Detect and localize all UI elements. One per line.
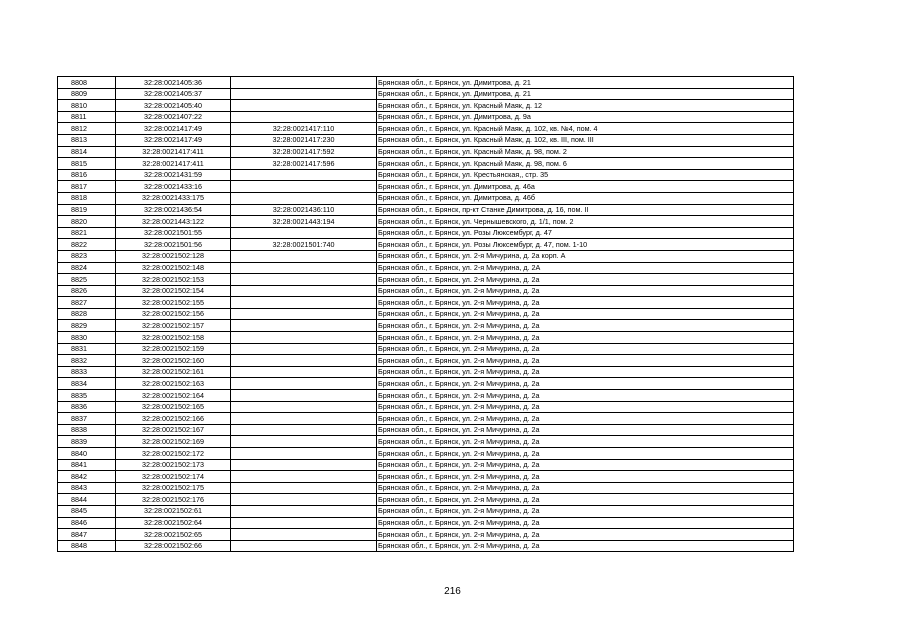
row-number-cell: 8808	[58, 77, 116, 89]
related-cadastral-number-cell	[231, 111, 377, 123]
related-cadastral-number-cell	[231, 169, 377, 181]
address-cell: Брянская обл., г. Брянск, ул. 2-я Мичурина, д. 2а	[377, 320, 794, 332]
table-row	[58, 134, 794, 146]
related-cadastral-number-cell	[231, 448, 377, 460]
address-cell: Брянская обл., г. Брянск, ул. Красный Маяк, д. 98, пом. 2	[377, 146, 794, 158]
address-cell: Брянская обл., г. Брянск, ул. 2-я Мичурина, д. 2а	[377, 448, 794, 460]
related-cadastral-number-cell	[231, 308, 377, 320]
table-row	[58, 320, 794, 332]
related-cadastral-number-cell: 32:28:0021417:592	[231, 146, 377, 158]
cadastral-number-cell: 32:28:0021502:128	[116, 250, 231, 262]
cadastral-number-cell: 32:28:0021502:172	[116, 448, 231, 460]
address-cell: Брянская обл., г. Брянск, ул. 2-я Мичурина, д. 2а	[377, 332, 794, 344]
table-row	[58, 227, 794, 239]
row-number-cell: 8825	[58, 274, 116, 286]
related-cadastral-number-cell	[231, 343, 377, 355]
related-cadastral-number-cell	[231, 540, 377, 552]
address-cell: Брянская обл., г. Брянск, ул. 2-я Мичурина, д. 2а	[377, 459, 794, 471]
address-cell: Брянская обл., г. Брянск, ул. 2-я Мичурина, д. 2а	[377, 505, 794, 517]
address-cell: Брянская обл., г. Брянск, ул. Димитрова, д. 21	[377, 77, 794, 89]
row-number-cell: 8848	[58, 540, 116, 552]
related-cadastral-number-cell	[231, 181, 377, 193]
table-row	[58, 250, 794, 262]
row-number-cell: 8833	[58, 366, 116, 378]
related-cadastral-number-cell	[231, 320, 377, 332]
cadastral-number-cell: 32:28:0021502:156	[116, 308, 231, 320]
table-row	[58, 77, 794, 89]
related-cadastral-number-cell	[231, 332, 377, 344]
cadastral-number-cell: 32:28:0021502:148	[116, 262, 231, 274]
cadastral-number-cell: 32:28:0021502:159	[116, 343, 231, 355]
related-cadastral-number-cell: 32:28:0021501:740	[231, 239, 377, 251]
row-number-cell: 8810	[58, 100, 116, 112]
address-cell: Брянская обл., г. Брянск, ул. 2-я Мичурина, д. 2а	[377, 482, 794, 494]
row-number-cell: 8827	[58, 297, 116, 309]
row-number-cell: 8815	[58, 158, 116, 170]
row-number-cell: 8824	[58, 262, 116, 274]
address-cell: Брянская обл., г. Брянск, ул. 2-я Мичурина, д. 2а	[377, 540, 794, 552]
related-cadastral-number-cell	[231, 482, 377, 494]
table-row	[58, 459, 794, 471]
table-row	[58, 529, 794, 541]
address-cell: Брянская обл., г. Брянск, ул. Розы Люксембург, д. 47	[377, 227, 794, 239]
row-number-cell: 8842	[58, 471, 116, 483]
cadastral-number-cell: 32:28:0021502:167	[116, 424, 231, 436]
related-cadastral-number-cell	[231, 274, 377, 286]
address-cell: Брянская обл., г. Брянск, ул. 2-я Мичурина, д. 2а	[377, 366, 794, 378]
cadastral-number-cell: 32:28:0021417:49	[116, 123, 231, 135]
related-cadastral-number-cell: 32:28:0021417:596	[231, 158, 377, 170]
table-row	[58, 448, 794, 460]
row-number-cell: 8817	[58, 181, 116, 193]
cadastral-number-cell: 32:28:0021502:61	[116, 505, 231, 517]
table-row	[58, 343, 794, 355]
related-cadastral-number-cell	[231, 378, 377, 390]
address-cell: Брянская обл., г. Брянск, пр-кт Станке Димитрова, д. 16, пом. II	[377, 204, 794, 216]
table-row	[58, 297, 794, 309]
cadastral-number-cell: 32:28:0021443:122	[116, 216, 231, 228]
related-cadastral-number-cell	[231, 505, 377, 517]
related-cadastral-number-cell	[231, 285, 377, 297]
cadastral-number-cell: 32:28:0021502:176	[116, 494, 231, 506]
cadastral-number-cell: 32:28:0021502:64	[116, 517, 231, 529]
page-number: 216	[444, 586, 461, 597]
address-cell: Брянская обл., г. Брянск, ул. 2-я Мичурина, д. 2а	[377, 436, 794, 448]
row-number-cell: 8837	[58, 413, 116, 425]
row-number-cell: 8828	[58, 308, 116, 320]
table-row	[58, 378, 794, 390]
cadastral-number-cell: 32:28:0021502:157	[116, 320, 231, 332]
cadastral-number-cell: 32:28:0021407:22	[116, 111, 231, 123]
cadastral-number-cell: 32:28:0021417:411	[116, 146, 231, 158]
row-number-cell: 8809	[58, 88, 116, 100]
row-number-cell: 8847	[58, 529, 116, 541]
address-cell: Брянская обл., г. Брянск, ул. Розы Люксембург, д. 47, пом. 1-10	[377, 239, 794, 251]
related-cadastral-number-cell	[231, 250, 377, 262]
table-row	[58, 424, 794, 436]
table-row	[58, 494, 794, 506]
address-cell: Брянская обл., г. Брянск, ул. 2-я Мичурина, д. 2а	[377, 378, 794, 390]
table-row	[58, 111, 794, 123]
cadastral-number-cell: 32:28:0021502:174	[116, 471, 231, 483]
cadastral-number-cell: 32:28:0021405:37	[116, 88, 231, 100]
address-cell: Брянская обл., г. Брянск, ул. Крестьянская,, стр. 35	[377, 169, 794, 181]
row-number-cell: 8829	[58, 320, 116, 332]
table-row	[58, 285, 794, 297]
table-row	[58, 262, 794, 274]
row-number-cell: 8823	[58, 250, 116, 262]
address-cell: Брянская обл., г. Брянск, ул. 2-я Мичурина, д. 2а	[377, 401, 794, 413]
table-row	[58, 471, 794, 483]
row-number-cell: 8816	[58, 169, 116, 181]
cadastral-number-cell: 32:28:0021502:165	[116, 401, 231, 413]
table-row	[58, 169, 794, 181]
related-cadastral-number-cell	[231, 436, 377, 448]
table-row	[58, 88, 794, 100]
cadastral-number-cell: 32:28:0021502:163	[116, 378, 231, 390]
table-row	[58, 401, 794, 413]
cadastral-number-cell: 32:28:0021502:155	[116, 297, 231, 309]
address-cell: Брянская обл., г. Брянск, ул. Красный Маяк, д. 12	[377, 100, 794, 112]
cadastral-number-cell: 32:28:0021501:55	[116, 227, 231, 239]
table-row	[58, 517, 794, 529]
table-row	[58, 146, 794, 158]
cadastral-number-cell: 32:28:0021436:54	[116, 204, 231, 216]
related-cadastral-number-cell	[231, 355, 377, 367]
cadastral-number-cell: 32:28:0021417:411	[116, 158, 231, 170]
cadastral-number-cell: 32:28:0021502:160	[116, 355, 231, 367]
table-row	[58, 274, 794, 286]
address-cell: Брянская обл., г. Брянск, ул. Димитрова, д. 46а	[377, 181, 794, 193]
row-number-cell: 8832	[58, 355, 116, 367]
row-number-cell: 8826	[58, 285, 116, 297]
table-row	[58, 216, 794, 228]
table-row	[58, 181, 794, 193]
row-number-cell: 8838	[58, 424, 116, 436]
table-row	[58, 482, 794, 494]
row-number-cell: 8822	[58, 239, 116, 251]
table-row	[58, 540, 794, 552]
row-number-cell: 8830	[58, 332, 116, 344]
address-cell: Брянская обл., г. Брянск, ул. 2-я Мичурина, д. 2а	[377, 297, 794, 309]
address-cell: Брянская обл., г. Брянск, ул. Красный Маяк, д. 98, пом. 6	[377, 158, 794, 170]
table-row	[58, 355, 794, 367]
address-cell: Брянская обл., г. Брянск, ул. Димитрова, д. 21	[377, 88, 794, 100]
address-cell: Брянская обл., г. Брянск, ул. 2-я Мичурина, д. 2А	[377, 262, 794, 274]
related-cadastral-number-cell	[231, 529, 377, 541]
related-cadastral-number-cell	[231, 192, 377, 204]
address-cell: Брянская обл., г. Брянск, ул. 2-я Мичурина, д. 2а	[377, 494, 794, 506]
cadastral-number-cell: 32:28:0021502:158	[116, 332, 231, 344]
table-row	[58, 505, 794, 517]
row-number-cell: 8836	[58, 401, 116, 413]
table-row	[58, 332, 794, 344]
row-number-cell: 8840	[58, 448, 116, 460]
address-cell: Брянская обл., г. Брянск, ул. 2-я Мичурина, д. 2а	[377, 390, 794, 402]
table-row	[58, 413, 794, 425]
cadastral-number-cell: 32:28:0021502:153	[116, 274, 231, 286]
cadastral-number-cell: 32:28:0021502:154	[116, 285, 231, 297]
property-registry-table	[57, 76, 794, 552]
address-cell: Брянская обл., г. Брянск, ул. 2-я Мичурина, д. 2а	[377, 308, 794, 320]
cadastral-number-cell: 32:28:0021405:40	[116, 100, 231, 112]
address-cell: Брянская обл., г. Брянск, ул. Красный Маяк, д. 102, кв. III, пом. III	[377, 134, 794, 146]
related-cadastral-number-cell: 32:28:0021417:110	[231, 123, 377, 135]
cadastral-number-cell: 32:28:0021502:169	[116, 436, 231, 448]
address-cell: Брянская обл., г. Брянск, ул. 2-я Мичурина, д. 2а	[377, 471, 794, 483]
row-number-cell: 8831	[58, 343, 116, 355]
row-number-cell: 8813	[58, 134, 116, 146]
row-number-cell: 8839	[58, 436, 116, 448]
address-cell: Брянская обл., г. Брянск, ул. 2-я Мичурина, д. 2а	[377, 517, 794, 529]
related-cadastral-number-cell	[231, 88, 377, 100]
cadastral-number-cell: 32:28:0021433:175	[116, 192, 231, 204]
cadastral-number-cell: 32:28:0021502:173	[116, 459, 231, 471]
table-row	[58, 123, 794, 135]
row-number-cell: 8811	[58, 111, 116, 123]
address-cell: Брянская обл., г. Брянск, ул. Красный Маяк, д. 102, кв. №4, пом. 4	[377, 123, 794, 135]
related-cadastral-number-cell	[231, 366, 377, 378]
address-cell: Брянская обл., г. Брянск, ул. 2-я Мичурина, д. 2а	[377, 343, 794, 355]
address-cell: Брянская обл., г. Брянск, ул. Чернышевского, д. 1/1, пом. 2	[377, 216, 794, 228]
cadastral-number-cell: 32:28:0021417:49	[116, 134, 231, 146]
related-cadastral-number-cell	[231, 424, 377, 436]
table-row	[58, 204, 794, 216]
address-cell: Брянская обл., г. Брянск, ул. 2-я Мичурина, д. 2а	[377, 413, 794, 425]
related-cadastral-number-cell	[231, 100, 377, 112]
table-row	[58, 192, 794, 204]
address-cell: Брянская обл., г. Брянск, ул. 2-я Мичурина, д. 2а	[377, 285, 794, 297]
table-row	[58, 308, 794, 320]
row-number-cell: 8843	[58, 482, 116, 494]
row-number-cell: 8819	[58, 204, 116, 216]
related-cadastral-number-cell	[231, 227, 377, 239]
row-number-cell: 8835	[58, 390, 116, 402]
related-cadastral-number-cell	[231, 459, 377, 471]
address-cell: Брянская обл., г. Брянск, ул. 2-я Мичурина, д. 2а	[377, 274, 794, 286]
row-number-cell: 8844	[58, 494, 116, 506]
row-number-cell: 8841	[58, 459, 116, 471]
related-cadastral-number-cell	[231, 401, 377, 413]
address-cell: Брянская обл., г. Брянск, ул. Димитрова, д. 46б	[377, 192, 794, 204]
related-cadastral-number-cell	[231, 262, 377, 274]
cadastral-number-cell: 32:28:0021501:56	[116, 239, 231, 251]
address-cell: Брянская обл., г. Брянск, ул. Димитрова, д. 9а	[377, 111, 794, 123]
related-cadastral-number-cell	[231, 471, 377, 483]
row-number-cell: 8834	[58, 378, 116, 390]
related-cadastral-number-cell	[231, 494, 377, 506]
table-row	[58, 239, 794, 251]
related-cadastral-number-cell	[231, 413, 377, 425]
row-number-cell: 8818	[58, 192, 116, 204]
table-row	[58, 158, 794, 170]
related-cadastral-number-cell	[231, 517, 377, 529]
related-cadastral-number-cell	[231, 77, 377, 89]
related-cadastral-number-cell: 32:28:0021443:194	[231, 216, 377, 228]
table-row	[58, 366, 794, 378]
address-cell: Брянская обл., г. Брянск, ул. 2-я Мичурина, д. 2а	[377, 355, 794, 367]
cadastral-number-cell: 32:28:0021431:59	[116, 169, 231, 181]
row-number-cell: 8845	[58, 505, 116, 517]
related-cadastral-number-cell: 32:28:0021436:110	[231, 204, 377, 216]
cadastral-number-cell: 32:28:0021433:16	[116, 181, 231, 193]
row-number-cell: 8812	[58, 123, 116, 135]
cadastral-number-cell: 32:28:0021502:175	[116, 482, 231, 494]
row-number-cell: 8821	[58, 227, 116, 239]
row-number-cell: 8820	[58, 216, 116, 228]
table-row	[58, 436, 794, 448]
cadastral-number-cell: 32:28:0021405:36	[116, 77, 231, 89]
row-number-cell: 8814	[58, 146, 116, 158]
related-cadastral-number-cell	[231, 390, 377, 402]
cadastral-number-cell: 32:28:0021502:166	[116, 413, 231, 425]
cadastral-number-cell: 32:28:0021502:161	[116, 366, 231, 378]
table-row	[58, 390, 794, 402]
related-cadastral-number-cell	[231, 297, 377, 309]
table-row	[58, 100, 794, 112]
address-cell: Брянская обл., г. Брянск, ул. 2-я Мичурина, д. 2а корп. А	[377, 250, 794, 262]
cadastral-number-cell: 32:28:0021502:65	[116, 529, 231, 541]
row-number-cell: 8846	[58, 517, 116, 529]
cadastral-number-cell: 32:28:0021502:66	[116, 540, 231, 552]
address-cell: Брянская обл., г. Брянск, ул. 2-я Мичурина, д. 2а	[377, 529, 794, 541]
cadastral-number-cell: 32:28:0021502:164	[116, 390, 231, 402]
related-cadastral-number-cell: 32:28:0021417:230	[231, 134, 377, 146]
registry-table-body	[58, 77, 794, 552]
address-cell: Брянская обл., г. Брянск, ул. 2-я Мичурина, д. 2а	[377, 424, 794, 436]
